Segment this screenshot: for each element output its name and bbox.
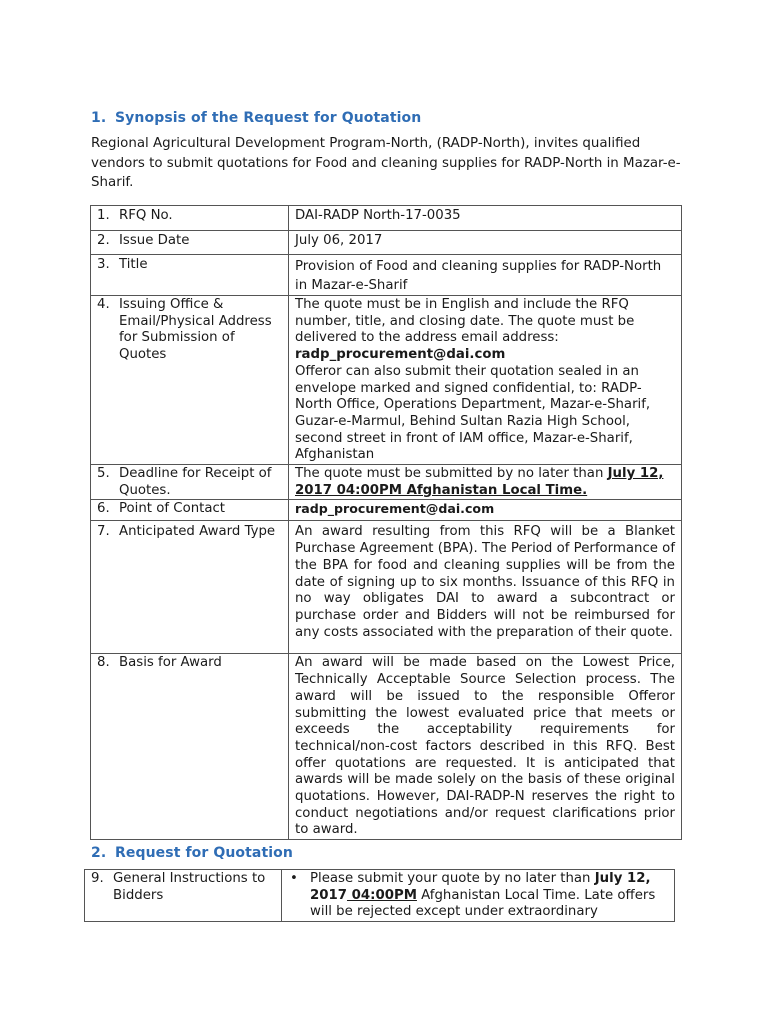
row-number: 2.	[97, 233, 110, 248]
table-row	[91, 500, 682, 521]
row-number: 3.	[97, 257, 110, 272]
instruction-time: 04:00PM	[347, 887, 417, 903]
row-number: 1.	[97, 208, 110, 223]
row-label: RFQ No.	[119, 208, 173, 223]
row-number: 4.	[97, 297, 110, 312]
table-row	[85, 870, 675, 922]
row-value	[282, 870, 675, 922]
row-label: General Instructions to Bidders	[113, 871, 266, 903]
table-row	[91, 255, 682, 296]
table-row	[91, 654, 682, 840]
row-label: Anticipated Award Type	[119, 524, 276, 540]
row-number: 7.	[97, 524, 110, 540]
deadline-text: The quote must be submitted by no later than	[295, 466, 608, 482]
section-1-heading	[91, 110, 421, 126]
row-label: Basis for Award	[119, 655, 222, 671]
instruction-text: Please submit your quote by no later than July 12, 2017 04:00PM Afghanistan Local Time. Late offers will be rejected except under extraordinary	[310, 871, 656, 920]
section-1-number: 1.	[91, 110, 107, 126]
section-2-heading	[91, 845, 293, 861]
deadline-date: July 12, 2017 04:00PM Afghanistan Local Time.	[295, 466, 664, 498]
table-row	[91, 231, 682, 255]
instruction-date: July 12, 2017	[310, 871, 651, 903]
row-value	[289, 296, 682, 465]
table-row	[91, 296, 682, 465]
row-number: 9.	[91, 871, 104, 886]
row-number: 5.	[97, 466, 110, 482]
address-instructions: The quote must be in English and include the RFQ number, title, and closing date. The quote must be delivered to the address email address:	[295, 297, 635, 346]
row-number: 8.	[97, 655, 110, 671]
physical-address: Offeror can also submit their quotation sealed in an envelope marked and signed confidential, to: RADP-North Office, Operations Department, Mazar-e-Sharif, Guzar-e-Marmul, Behind Sultan Razia High School, second street in front of IAM office, Mazar-e-Sharif, Afghanistan	[295, 363, 651, 463]
instructions-table	[84, 869, 675, 922]
row-value: An award will be made based on the Lowest Price, Technically Acceptable Source Selection process. The award will be issued to the responsible Offeror submitting the lowest evaluated price that meets or exceeds the acceptability requirements for technical/non-cost factors described in this RFQ. Best offer quotations are requested. It is anticipated that awards will be made solely on the basis of these original quotations. However, DAI-RADP-N reserves the right to conduct negotiations and/or request clarifications prior to award.	[289, 654, 682, 840]
row-value: DAI-RADP North-17-0035	[289, 206, 682, 231]
row-label: Issuing Office & Email/Physical Address for Submission of Quotes	[119, 297, 272, 363]
row-value: An award resulting from this RFQ will be a Blanket Purchase Agreement (BPA). The Period of Performance of the BPA for food and cleaning supplies will be from the date of signing up to six months. Issuance of this RFQ in no way obligates DAI to award a subcontract or purchase order and Bidders will not be reimbursed for any costs associated with the preparation of their quote.	[289, 521, 682, 654]
bullet-icon: •	[290, 871, 298, 886]
row-value	[289, 465, 682, 500]
row-value: Provision of Food and cleaning supplies for RADP-North in Mazar-e-Sharif	[289, 255, 682, 296]
table-row	[91, 465, 682, 500]
section-2-title: Request for Quotation	[115, 845, 293, 861]
row-number: 6.	[97, 501, 110, 517]
section-1-title: Synopsis of the Request for Quotation	[115, 110, 422, 126]
row-label: Deadline for Receipt of Quotes.	[119, 466, 272, 498]
table-row	[91, 206, 682, 231]
section-2-number: 2.	[91, 845, 107, 861]
row-label: Point of Contact	[119, 501, 226, 517]
contact-email: radp_procurement@dai.com	[289, 500, 682, 521]
row-label: Issue Date	[119, 233, 190, 248]
row-value: July 06, 2017	[289, 231, 682, 255]
rfq-synopsis-table	[90, 205, 682, 840]
procurement-email: radp_procurement@dai.com	[295, 347, 506, 363]
section-1-intro: Regional Agricultural Development Program-North, (RADP-North), invites qualified vendors to submit quotations for Food and cleaning supplies for RADP-North in Mazar-e-Sharif.	[91, 136, 681, 190]
row-label: Title	[119, 257, 148, 272]
table-row	[91, 521, 682, 654]
